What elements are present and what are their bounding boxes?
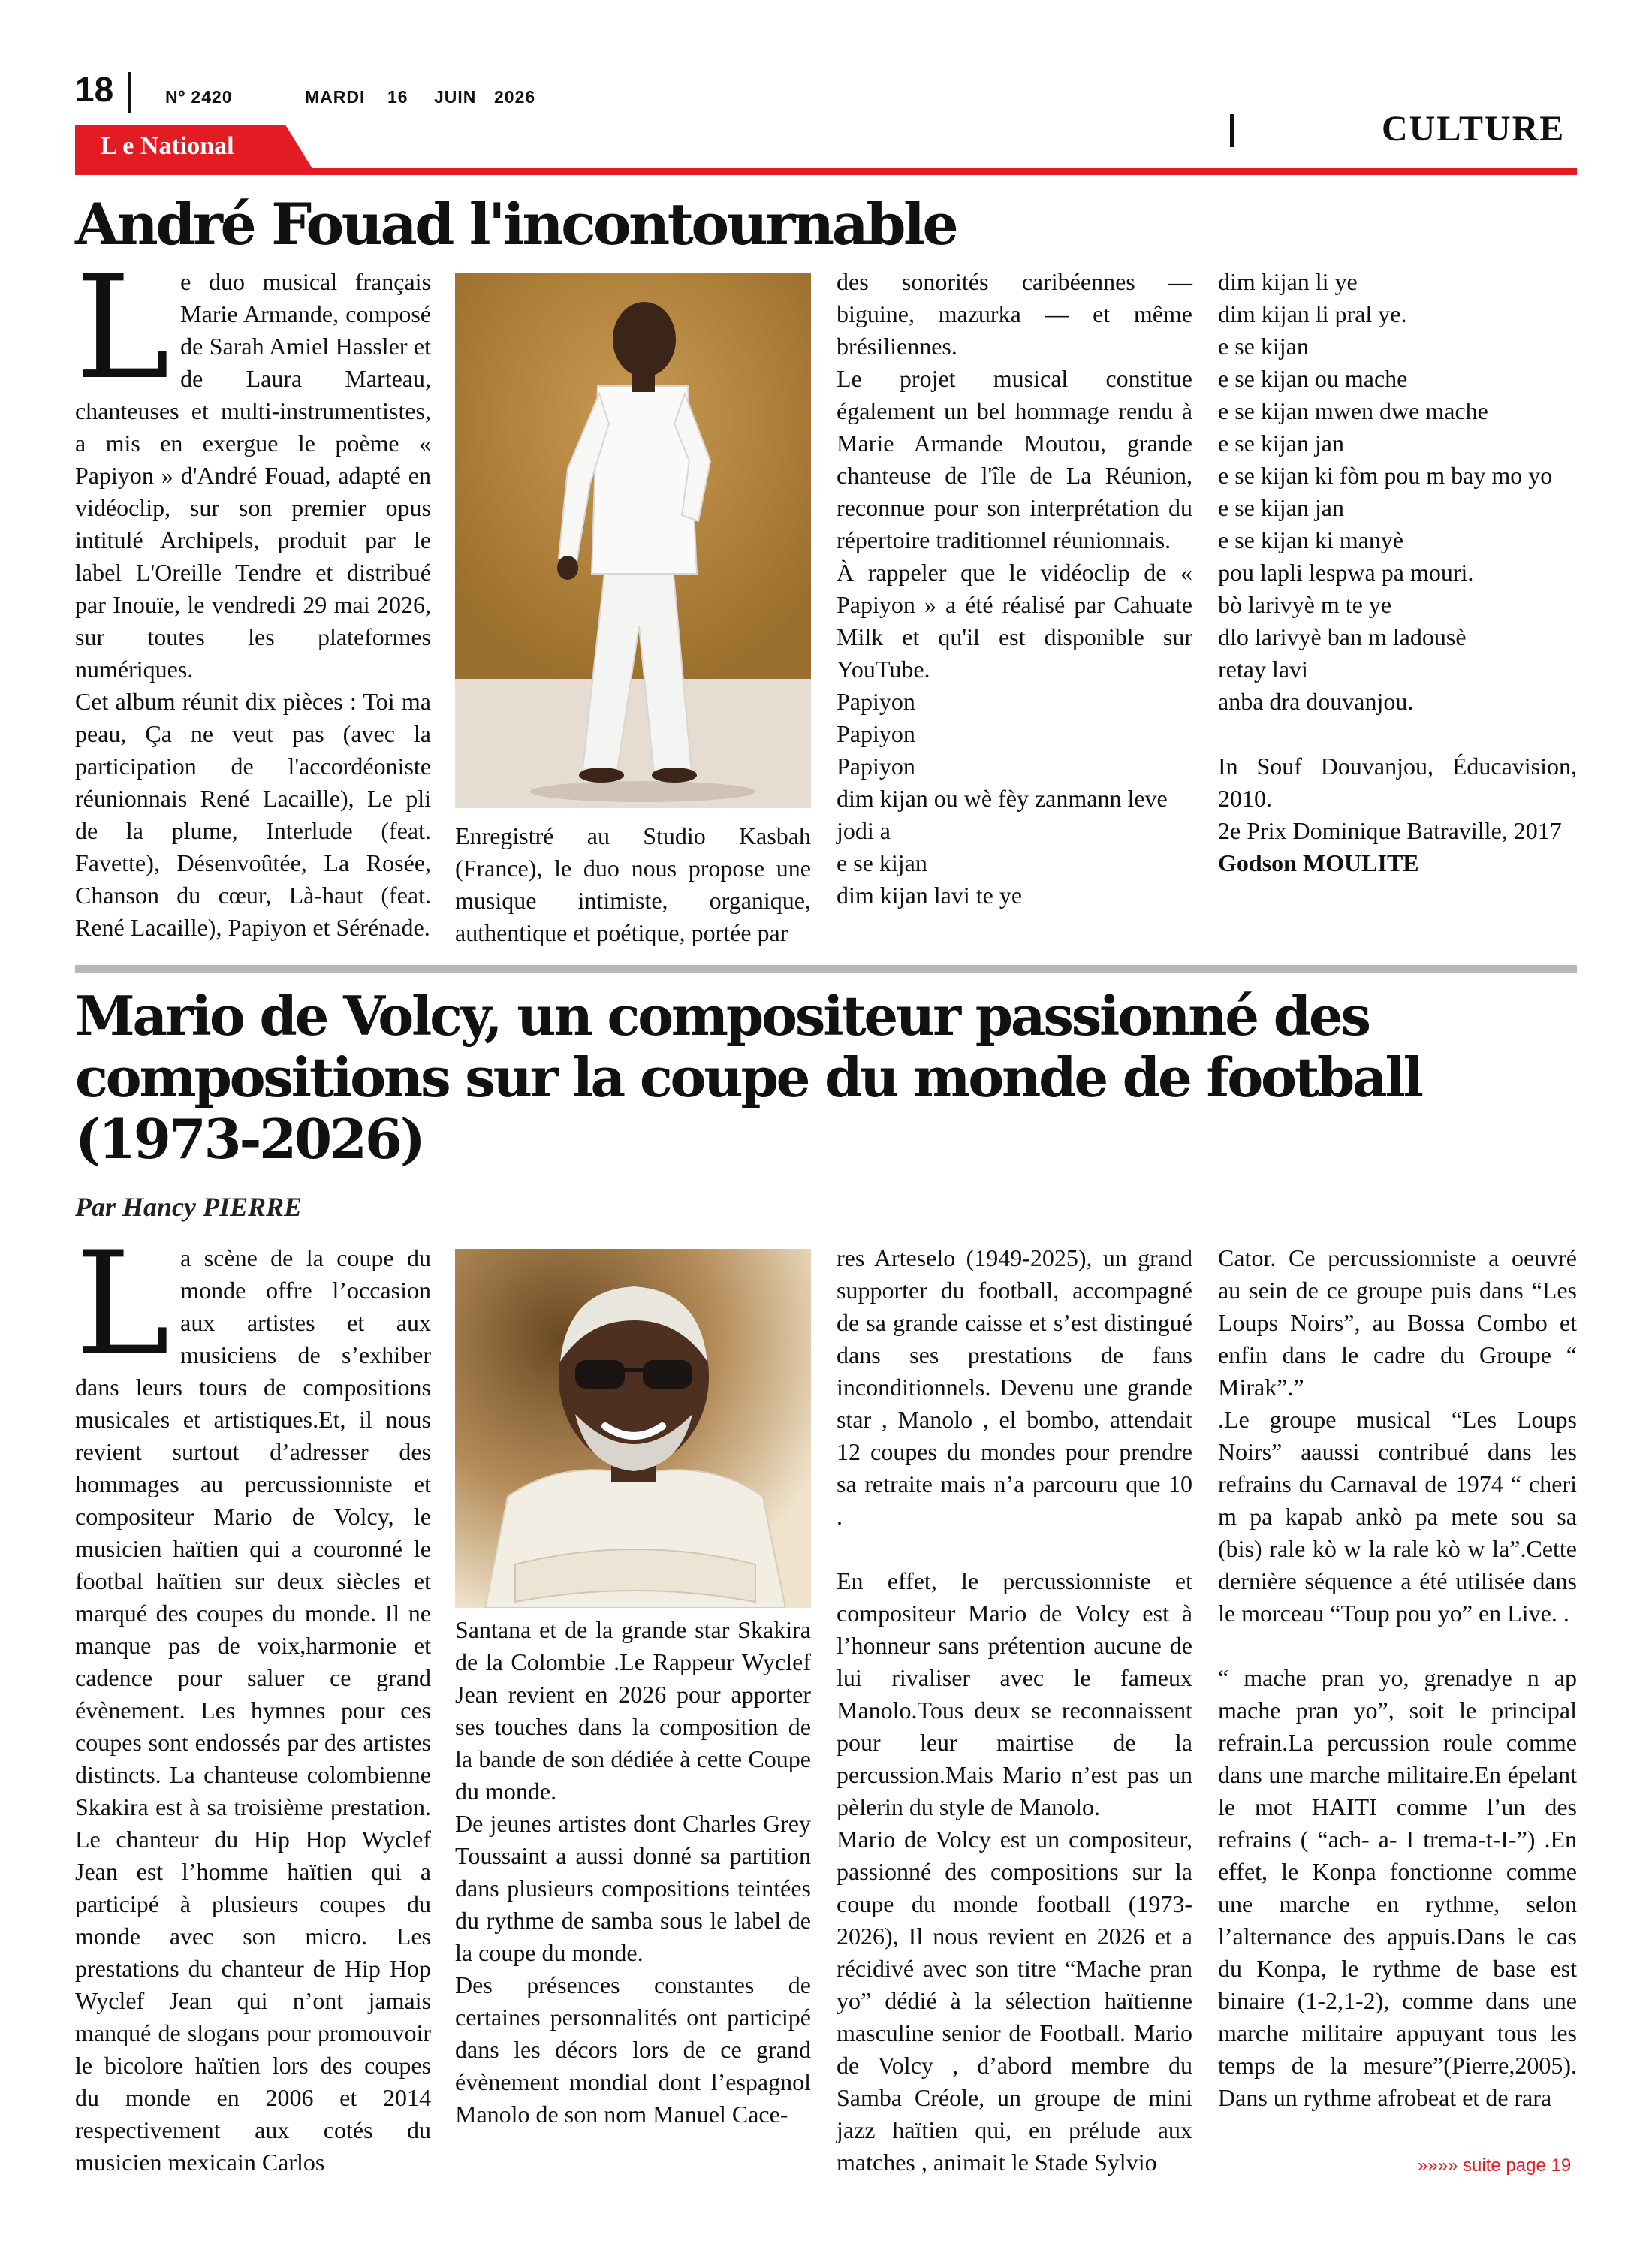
poem-line: e se kijan jan	[1218, 494, 1344, 521]
article2-column-4	[1218, 1242, 1577, 2114]
article2-byline: Par Hancy PIERRE	[75, 1192, 303, 1222]
article1-paragraph-2: Cet album réunit dix pièces : Toi ma peau, Ça ne veut pas (avec la participation de l'accordéoniste réunionnais René Lacaille), Le pli de la plume, Interlude (feat. Favette), Désenvoûtée, La Rosée, Chanson du cœur, Là-haut (feat. René Lacaille), Papiyon et Sérénade.	[75, 688, 431, 941]
article-separator-rule	[75, 965, 1577, 973]
poem-prize: 2e Prix Dominique Batraville, 2017	[1218, 817, 1562, 844]
poem-line: anba dra douvanjou.	[1218, 688, 1414, 715]
poem-line: Papiyon	[837, 753, 915, 780]
article2-column-1	[75, 1221, 431, 2179]
date-weekday: MARDI	[305, 87, 366, 107]
poem-line: pou lapli lespwa pa mouri.	[1218, 559, 1474, 586]
paragraph-spacer	[837, 1533, 1192, 1565]
article2-paragraph-2: Santana et de la grande star Skakira de la Colombie .Le Rappeur Wyclef Jean revient en 2026 pour apporter ses touches dans la composition de la bande de son dédiée à cette Coupe du monde.	[455, 1616, 811, 1805]
article1-paragraph-6: À rappeler que le vidéoclip de « Papiyon » a été réalisé par Cahuate Milk et qu'il est disponible sur YouTube.	[837, 559, 1192, 683]
poem-source: In Souf Douvanjou, Éducavision, 2010.	[1218, 753, 1577, 812]
section-label: CULTURE	[1382, 109, 1566, 149]
article2-column-3	[837, 1242, 1192, 2179]
article2-paragraph-8: Cator. Ce percussionniste a oeuvré au sein de ce groupe puis dans “Les Loups Noirs”, au Bossa Combo et enfin dans le cadre du Groupe “ Mirak”.”	[1218, 1244, 1577, 1401]
article2-photo	[455, 1249, 811, 1608]
poem-line: dim kijan li pral ye.	[1218, 300, 1407, 327]
page-number-divider	[128, 72, 131, 113]
poem-line: e se kijan	[1218, 333, 1309, 360]
poem-line: dim kijan ou wè fèy zanmann leve jodi a	[837, 785, 1168, 844]
article2-paragraph-6: En effet, le percussionniste et compositeur Mario de Volcy est à l’honneur sans prétention aucune de lui rivaliser avec le fameux Manolo.Tous deux se reconnaissent pour leur mairtise de la percussion.Mais Mario n’est pas un pèlerin du style de Manolo.	[837, 1567, 1192, 1820]
article2-paragraph-4: Des présences constantes de certaines personnalités ont participé dans les décors lors de ce grand évènement mondial dont l’espagnol Manolo de son nom Manuel Cace-	[455, 1971, 811, 2128]
poem-line: Papiyon	[837, 688, 915, 715]
article2-paragraph-9: .Le groupe musical “Les Loups Noirs” aaussi contribué dans les refrains du Carnaval de 1974 “ cheri m pa kapab ankò pa mete sou sa (bis) rale kò w la rale kò w la”.Cette dernière séquence a été utilisée dans le morceau “Toup pou yo” en Live. .	[1218, 1406, 1577, 1627]
article2-paragraph-5: res Arteselo (1949-2025), un grand supporter du football, accompagné de sa grande caisse et s’est distingué dans ses prestations de fans inconditionnels. Devenu une grande star , Manolo , el bombo, attendait 12 coupes du mondes pour prendre sa retraite mais n’a parcouru que 10 .	[837, 1244, 1192, 1530]
date-month: JUIN	[434, 87, 477, 107]
poem-line: dim kijan li ye	[1218, 268, 1358, 295]
paragraph-spacer	[1218, 1630, 1577, 1662]
article2-column-2	[455, 1614, 811, 2131]
article1-paragraph-5: Le projet musical constitue également un bel hommage rendu à Marie Armande Moutou, grande chanteuse de l'île de La Réunion, reconnue pour son interprétation du répertoire traditionnel réunionnais.	[837, 365, 1192, 553]
poem-line: dim kijan lavi te ye	[837, 882, 1023, 909]
section-divider	[1230, 114, 1234, 147]
page-number: 18	[75, 70, 114, 109]
poem-spacer	[1218, 718, 1577, 750]
poem-line: dlo larivyè ban m ladousè	[1218, 623, 1467, 650]
publication-logo-text: L e National	[101, 132, 234, 160]
date-day: 16	[387, 87, 408, 107]
article2-paragraph-10: “ mache pran yo, grenadye n ap mache pran yo”, soit le principal refrain.La percussion roule comme dans une marche militaire.En épelant le mot HAITI comme l’un des refrains ( “ach- a- I trema-t-I-”) .En effet, le Konpa fonctionne comme une marche en rythme, selon l’alternance des appuis.Dans le cas du Konpa, le rythme de base est binaire (1-2,1-2), comme dans une marche militaire appuyant tous les temps de la mesure”(Pierre,2005). Dans un rythme afrobeat et de rara	[1218, 1664, 1577, 2111]
article1-column-3	[837, 266, 1192, 912]
poem-line: e se kijan ki manyè	[1218, 526, 1404, 553]
article1-paragraph-1: e duo musical français Marie Armande, composé de Sarah Amiel Hassler et de Laura Marteau, chanteuses et multi-instrumentistes, a mis en exergue le poème « Papiyon » d'André Fouad, adapté en vidéoclip, sur son premier opus intitulé Archipels, produit par le label L'Oreille Tendre et distribué par Inouïe, le vendredi 29 mai 2026, sur toutes les plateformes numériques.	[75, 268, 431, 683]
article1-column-1	[75, 245, 431, 944]
article2-headline: Mario de Volcy, un compositeur passionné des compositions sur la coupe du monde de football (1973-2026)	[75, 984, 1421, 1171]
poem-line: e se kijan ki fòm pou m bay mo yo	[1218, 462, 1553, 489]
article1-author: Godson MOULITE	[1218, 849, 1419, 876]
poem-line: Papiyon	[837, 720, 915, 747]
continued-on-page-link[interactable]: »»»» suite page 19	[1418, 2155, 1572, 2176]
poem-line: retay lavi	[1218, 656, 1308, 683]
date-year: 2026	[494, 87, 536, 107]
article1-headline: André Fouad l'incontournable	[75, 191, 957, 258]
poem-line: e se kijan	[837, 849, 927, 876]
musician-portrait-illustration	[455, 1249, 811, 1608]
article1-paragraph-3: Enregistré au Studio Kasbah (France), le duo nous propose une musique intimiste, organique, authentique et poétique, portée par	[455, 822, 811, 946]
article1-photo	[455, 273, 811, 808]
article2-paragraph-7: Mario de Volcy est un compositeur, passionné des compositions sur la coupe du monde football (1973-2026), Il nous revient en 2026 et a récidivé avec son titre “Mache pran yo” dédié à la sélection haïtienne masculine senior de Football. Mario de Volcy , d’abord membre du Samba Créole, un groupe de mini jazz haïtien qui, en prélude aux matches , animait le Stade Sylvio	[837, 1826, 1192, 2176]
singer-portrait-illustration	[455, 273, 811, 808]
article1-column-2	[455, 820, 811, 949]
article2-paragraph-1: a scène de la coupe du monde offre l’occasion aux artistes et aux musiciens de s’exhiber dans leurs tours de compositions musicales et artistiques.Et, il nous revient surtout d’adresser des hommages au percussionniste et compositeur Mario de Volcy, le musicien haïtien qui a couronné le footbal haïtien sur deux siècles et marqué des coupes du monde. Il ne manque pas de voix,harmonie et cadence pour saluer ce grand évènement. Les hymnes pour ces coupes sont endossés par des artistes distincts. La chanteuse colombienne Skakira est à sa troisième prestation. Le chanteur du Hip Hop Wyclef Jean est l’homme haïtien qui a participé à plusieurs coupes du monde avec son micro. Les prestations du chanteur de Hip Hop Wyclef Jean qui n’ont jamais manqué de slogans pour promouvoir le bicolore haïtien lors des coupes du monde en 2006 et 2014 respectivement aux cotés du musicien mexicain Carlos	[75, 1244, 431, 2176]
poem-line: bò larivyè m te ye	[1218, 591, 1392, 618]
poem-line: e se kijan ou mache	[1218, 365, 1408, 392]
header-rule	[75, 168, 1577, 175]
article2-paragraph-3: De jeunes artistes dont Charles Grey Toussaint a aussi donné sa partition dans plusieurs compositions teintées du rythme de samba sous le label de la coupe du monde.	[455, 1810, 811, 1966]
article1-paragraph-4: des sonorités caribéennes — biguine, mazurka — et même brésiliennes.	[837, 268, 1192, 360]
article1-column-4	[1218, 266, 1577, 879]
issue-number: Nº 2420	[165, 87, 233, 107]
poem-line: e se kijan jan	[1218, 430, 1344, 457]
article2-dropcap: L	[75, 1221, 170, 1387]
article1-dropcap: L	[75, 245, 170, 411]
poem-line: e se kijan mwen dwe mache	[1218, 397, 1488, 424]
